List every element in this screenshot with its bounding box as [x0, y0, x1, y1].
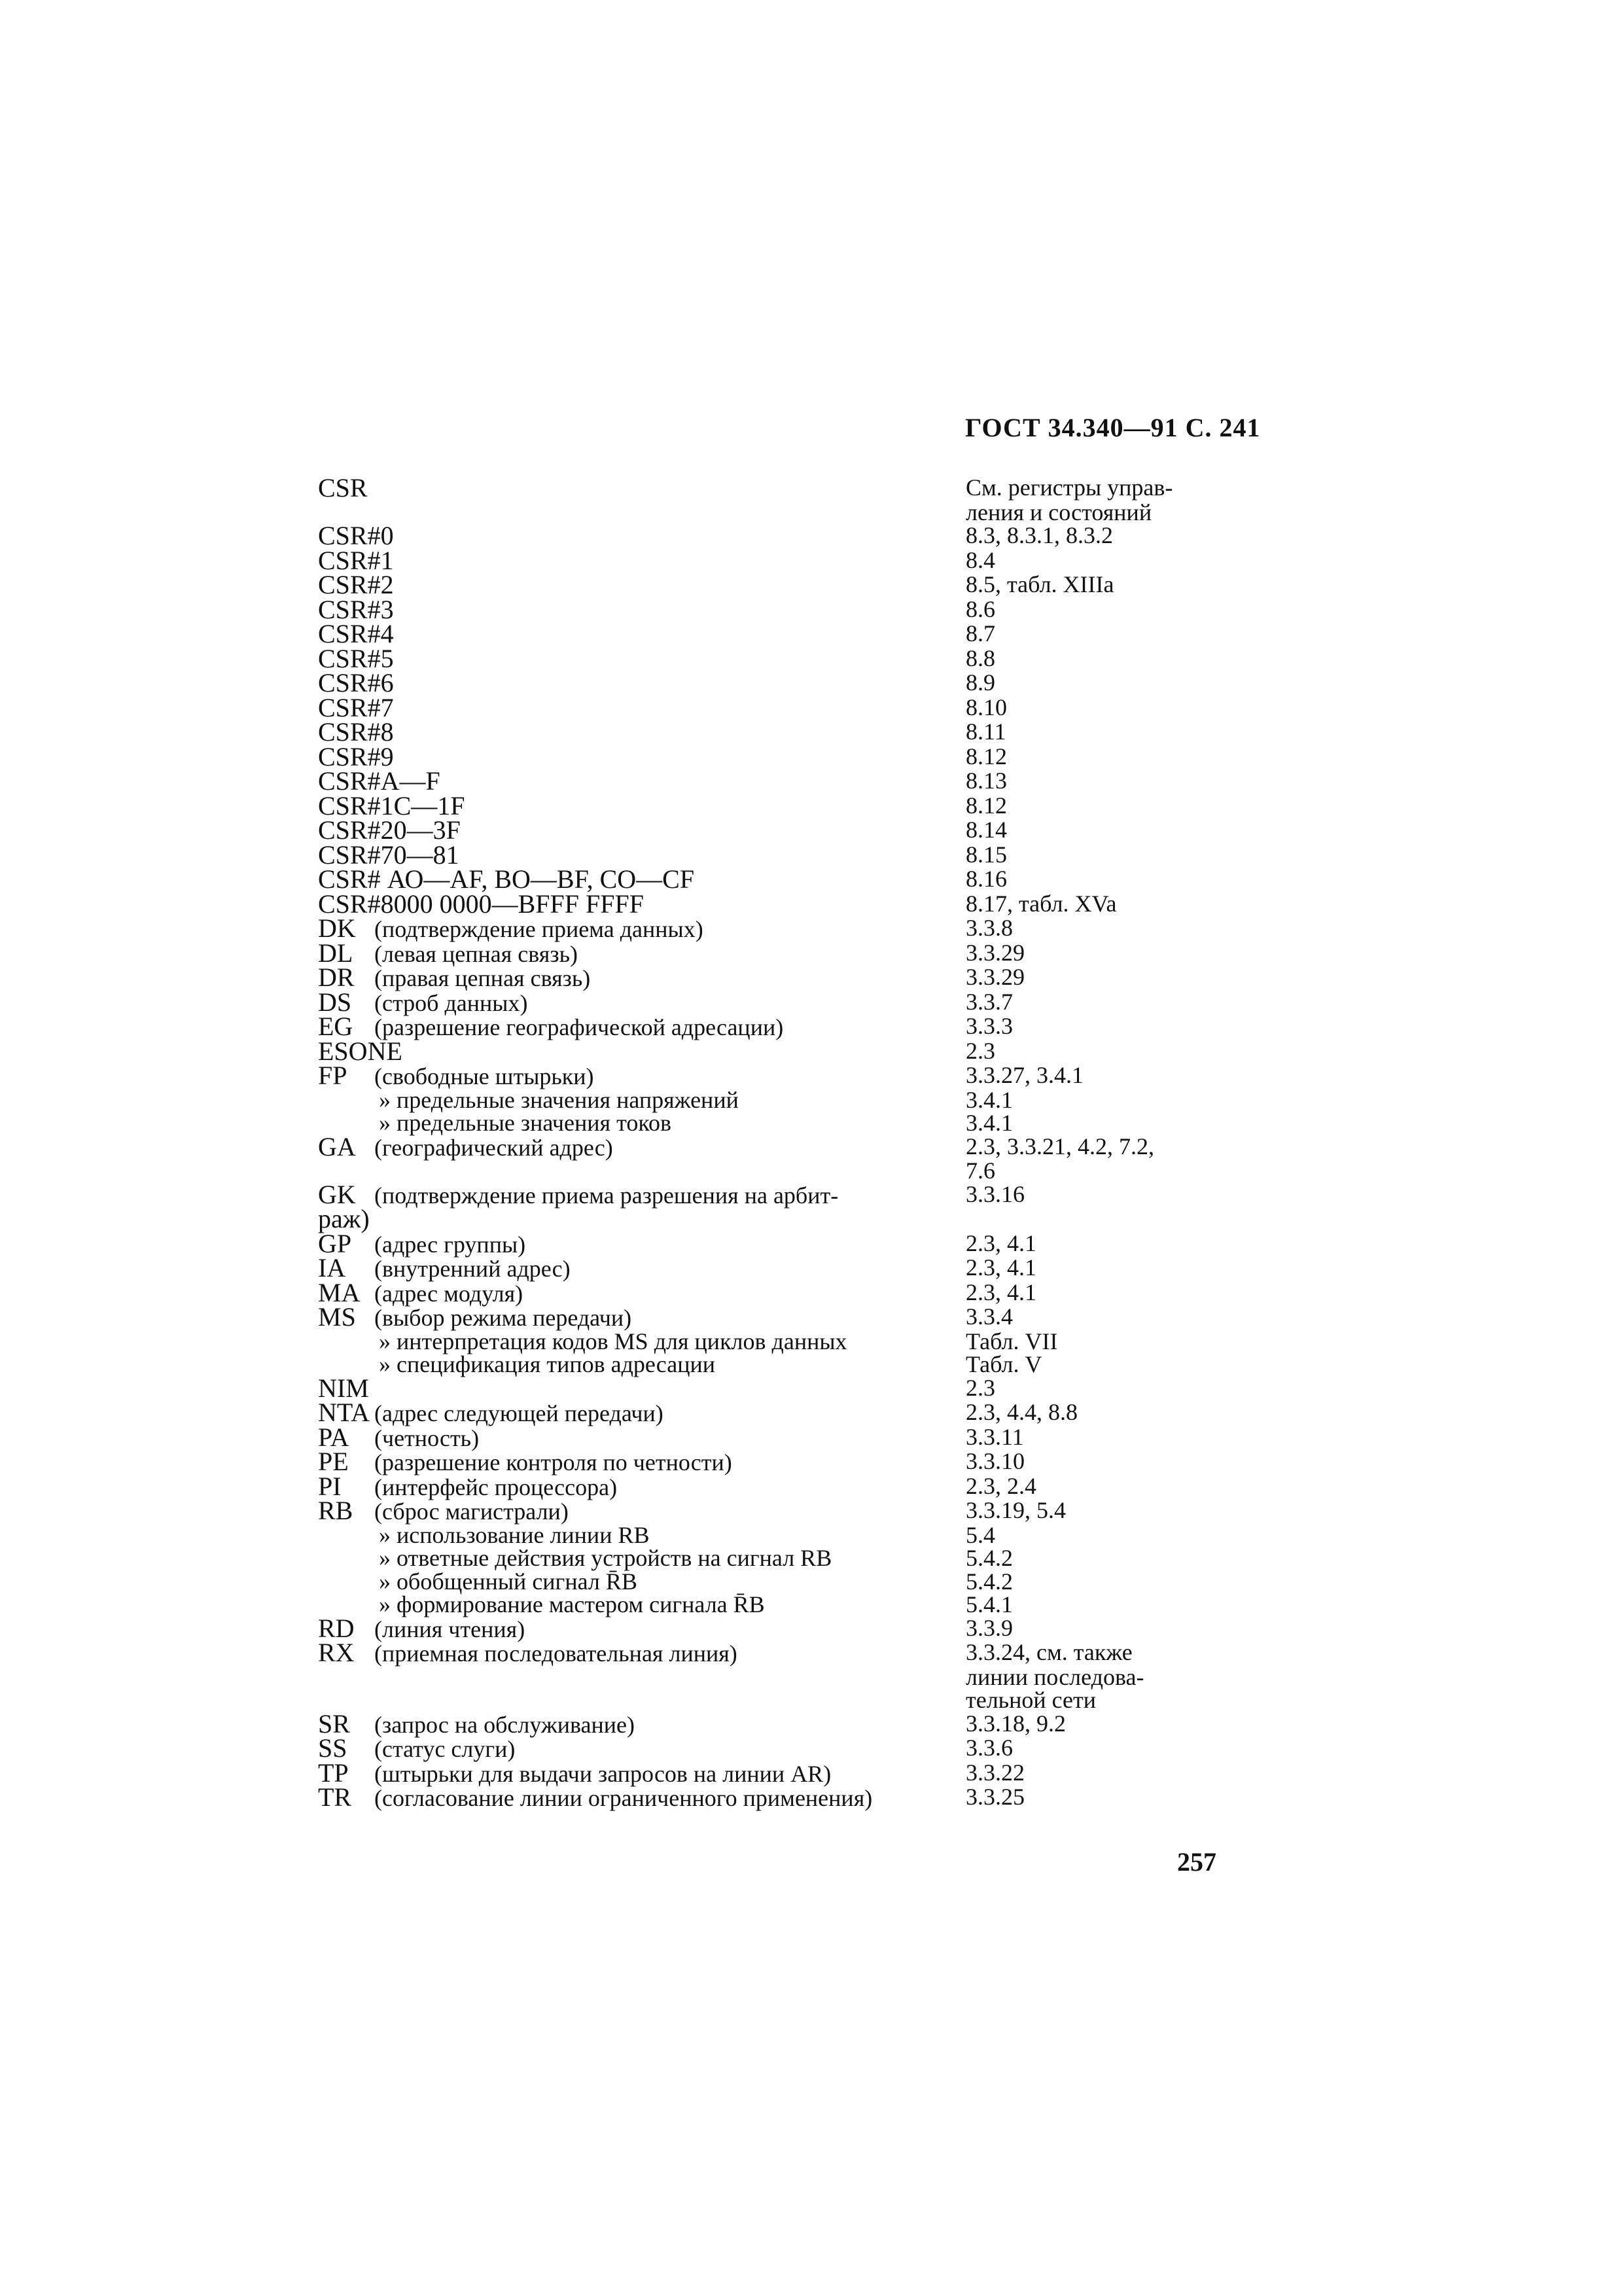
entry-term: NIM	[318, 1373, 369, 1403]
entry-text	[318, 1179, 966, 1209]
entry-reference: 2.3, 2.4	[966, 1472, 1036, 1499]
index-entry	[318, 815, 1247, 845]
entry-reference: 8.13	[966, 768, 1007, 794]
index-entry	[318, 1663, 1247, 1690]
index-entry	[318, 668, 1247, 698]
entry-description: (выбор режима передачи)	[374, 1305, 632, 1331]
entry-text	[318, 570, 966, 599]
entry-text	[318, 594, 966, 624]
index-entry	[318, 1521, 1247, 1548]
entry-term: CSR#0	[318, 521, 394, 550]
entry-text	[318, 1012, 966, 1041]
entry-text	[318, 1061, 966, 1090]
entry-text	[318, 1112, 966, 1135]
entry-text	[318, 1521, 966, 1548]
entry-reference: 8.9	[966, 669, 995, 696]
entry-text	[318, 1496, 966, 1525]
entry-reference: 8.15	[966, 841, 1007, 868]
entry-term: CSR#8	[318, 717, 394, 747]
entry-text	[318, 1159, 966, 1183]
entry-reference: 3.3.7	[966, 988, 1013, 1015]
entry-reference: 3.3.24, см. также	[966, 1639, 1133, 1665]
entry-reference: 8.7	[966, 620, 995, 646]
entry-description: » использование линии RB	[379, 1521, 650, 1548]
entry-term: CSR#5	[318, 643, 394, 673]
entry-text	[318, 1757, 966, 1788]
entry-text	[318, 619, 966, 648]
index-entry	[318, 1112, 1247, 1135]
entry-reference: 2.3, 4.1	[966, 1254, 1036, 1280]
entry-reference: 8.12	[966, 743, 1007, 769]
entry-reference: тельной сети	[966, 1687, 1097, 1713]
entry-description: (географический адрес)	[374, 1134, 613, 1161]
entry-term: CSR#7	[318, 692, 394, 722]
index-entry	[318, 1086, 1247, 1113]
entry-term: TR	[318, 1782, 352, 1812]
index-entry	[318, 545, 1247, 575]
entry-description: (сброс магистрали)	[374, 1498, 569, 1525]
entry-description: (подтверждение приема данных)	[374, 916, 703, 942]
entry-description: (четность)	[374, 1424, 480, 1451]
entry-term: CSR#1	[318, 545, 394, 575]
index-entry	[318, 1353, 1247, 1377]
entry-term: SS	[318, 1733, 347, 1763]
entry-text	[318, 1570, 966, 1594]
entry-text	[318, 1447, 966, 1476]
entry-term: CSR#3	[318, 594, 394, 624]
entry-term: MS	[318, 1302, 356, 1332]
page-header: ГОСТ 34.340—91 С. 241	[965, 413, 1261, 442]
index-entry	[318, 1302, 1247, 1332]
index-entry	[318, 1036, 1247, 1066]
entry-reference: 5.4.2	[966, 1545, 1013, 1571]
page-number: 257	[1177, 1847, 1216, 1877]
entry-text	[318, 1086, 966, 1113]
index-entry	[318, 1708, 1247, 1739]
entry-reference: 3.3.16	[966, 1180, 1025, 1207]
index-entry	[318, 1179, 1247, 1209]
index-entry	[318, 766, 1247, 796]
entry-reference: 8.16	[966, 866, 1007, 892]
entry-description: (приемная последовательная линия)	[374, 1640, 737, 1667]
entry-reference: 3.4.1	[966, 1110, 1013, 1136]
entry-term: CSR	[318, 473, 368, 503]
entry-reference: 8.17, табл. XVa	[966, 890, 1117, 917]
index-entry	[318, 1782, 1247, 1812]
entry-text	[318, 1471, 966, 1501]
index-entry	[318, 864, 1247, 894]
entry-description: (разрешение географической адресации)	[374, 1014, 784, 1040]
entry-term: CSR#2	[318, 570, 394, 599]
entry-reference: ления и состояний	[966, 499, 1152, 525]
index-entry	[318, 1373, 1247, 1403]
entry-term: GP	[318, 1228, 352, 1258]
entry-text	[318, 1593, 966, 1617]
entry-description: » формирование мастером сигнала R̄B	[379, 1591, 765, 1617]
entry-text	[318, 1373, 966, 1403]
entry-text	[318, 717, 966, 747]
index-entry	[318, 594, 1247, 624]
entry-description: » интерпретация кодов MS для циклов данных	[379, 1328, 847, 1354]
entry-term: CSR# АО—AF, ВО—BF, СО—CF	[318, 864, 695, 894]
entry-text	[318, 521, 966, 550]
entry-text	[318, 766, 966, 796]
index-entry	[318, 1570, 1247, 1594]
entry-reference: 3.4.1	[966, 1086, 1013, 1113]
entry-text	[318, 1547, 966, 1570]
entry-reference: 3.3.11	[966, 1423, 1024, 1450]
index-entry	[318, 1422, 1247, 1452]
entry-description: (статус слуги)	[374, 1736, 516, 1762]
entry-text	[318, 938, 966, 968]
entry-reference: 5.4	[966, 1521, 995, 1548]
entry-text	[318, 913, 966, 943]
entry-term: CSR#6	[318, 668, 394, 698]
entry-reference: 2.3, 4.4, 8.8	[966, 1399, 1078, 1425]
index-entry	[318, 1253, 1247, 1282]
entry-text	[318, 1613, 966, 1643]
entry-reference: 2.3, 3.3.21, 4.2, 7.2,	[966, 1133, 1154, 1159]
entry-description: » предельные значения напряжений	[379, 1086, 739, 1113]
entry-description: (запрос на обслуживание)	[374, 1711, 635, 1738]
entry-reference: 2.3	[966, 1374, 995, 1401]
index-entry	[318, 1330, 1247, 1354]
entry-term: SR	[318, 1708, 350, 1739]
entry-term: CSR#70—81	[318, 839, 459, 870]
entry-text	[318, 501, 966, 525]
index-entry	[318, 1204, 1247, 1233]
entry-reference: 3.3.6	[966, 1735, 1013, 1761]
index-entry	[318, 1593, 1247, 1617]
entry-text	[318, 987, 966, 1017]
index-entry	[318, 1447, 1247, 1476]
index-entry	[318, 1757, 1247, 1788]
entry-term: PA	[318, 1422, 349, 1452]
entry-reference: 2.3	[966, 1037, 995, 1064]
entry-term: GA	[318, 1131, 356, 1161]
index-entry	[318, 741, 1247, 771]
index-entry	[318, 570, 1247, 599]
entry-text	[318, 545, 966, 575]
entry-reference: 3.3.9	[966, 1614, 1013, 1641]
entry-reference: 8.10	[966, 694, 1007, 720]
entry-term: RD	[318, 1613, 355, 1643]
entry-reference: 3.3.10	[966, 1448, 1025, 1474]
entry-term: IA	[318, 1253, 346, 1282]
entry-term: CSR#1C—1F	[318, 790, 465, 821]
entry-reference: 3.3.18, 9.2	[966, 1710, 1066, 1737]
entry-term: EG	[318, 1012, 353, 1041]
entry-reference: Табл. V	[966, 1351, 1042, 1377]
index-entry	[318, 1471, 1247, 1501]
abbreviation-index	[318, 473, 1247, 1812]
entry-text	[318, 889, 966, 919]
entry-term: DS	[318, 987, 352, 1017]
entry-reference: 3.3.22	[966, 1759, 1025, 1786]
entry-reference: 7.6	[966, 1157, 995, 1184]
entry-description: » ответные действия устройств на сигнал RB	[379, 1545, 832, 1571]
entry-text	[318, 1036, 966, 1066]
entry-reference	[966, 1207, 1234, 1232]
entry-reference: 3.3.4	[966, 1303, 1013, 1330]
entry-reference: 2.3, 4.1	[966, 1229, 1036, 1256]
index-entry	[318, 1733, 1247, 1763]
entry-text	[318, 1277, 966, 1307]
index-entry	[318, 938, 1247, 968]
entry-reference: 3.3.29	[966, 939, 1025, 966]
entry-term: DL	[318, 938, 353, 968]
entry-description: (адрес следующей передачи)	[374, 1400, 663, 1426]
entry-term: CSR#8000 0000—BFFF FFFF	[318, 889, 644, 919]
entry-text	[318, 1689, 966, 1712]
entry-reference: линии последова-	[966, 1663, 1144, 1690]
entry-term: ESONE	[318, 1036, 402, 1066]
entry-term: CSR#9	[318, 741, 394, 771]
index-entry	[318, 619, 1247, 648]
index-entry	[318, 501, 1247, 525]
index-entry	[318, 1228, 1247, 1258]
index-entry	[318, 987, 1247, 1017]
entry-text	[318, 1398, 966, 1427]
entry-term: FP	[318, 1061, 347, 1090]
entry-term: RX	[318, 1638, 355, 1667]
entry-reference: 3.3.3	[966, 1013, 1013, 1039]
entry-text	[318, 668, 966, 698]
entry-description: (штырьки для выдачи запросов на линии AR)	[374, 1760, 832, 1787]
index-entry	[318, 643, 1247, 673]
entry-term: DR	[318, 963, 355, 992]
entry-text	[318, 1422, 966, 1452]
entry-reference: 8.4	[966, 546, 995, 573]
entry-description: (строб данных)	[374, 989, 528, 1016]
entry-term: PE	[318, 1447, 349, 1476]
entry-term: GK	[318, 1179, 356, 1209]
entry-description: » обобщенный сигнал R̄B	[379, 1568, 637, 1595]
entry-reference: 8.5, табл. XIIIа	[966, 571, 1114, 597]
entry-reference: 8.8	[966, 645, 995, 671]
entry-term: NTA	[318, 1398, 370, 1427]
entry-description: (адрес группы)	[374, 1231, 526, 1258]
index-entry	[318, 1496, 1247, 1525]
entry-description: (правая цепная связь)	[374, 965, 591, 991]
entry-term: CSR#4	[318, 619, 394, 648]
entry-description: (левая цепная связь)	[374, 940, 578, 967]
entry-term: RB	[318, 1496, 353, 1525]
entry-reference: Табл. VII	[966, 1328, 1058, 1354]
index-entry	[318, 692, 1247, 722]
entry-text	[318, 1302, 966, 1332]
entry-text	[318, 1228, 966, 1258]
index-entry	[318, 1689, 1247, 1712]
index-entry	[318, 1061, 1247, 1090]
index-entry	[318, 1012, 1247, 1041]
index-entry	[318, 1277, 1247, 1307]
entry-term: PI	[318, 1471, 342, 1501]
entry-text	[318, 1131, 966, 1161]
entry-text	[318, 864, 966, 894]
entry-description: (подтверждение приема разрешения на арбит-	[374, 1182, 839, 1209]
entry-term: TP	[318, 1757, 349, 1788]
entry-text	[318, 1782, 966, 1812]
entry-text	[318, 1733, 966, 1763]
entry-description: (разрешение контроля по четности)	[374, 1449, 732, 1475]
entry-text	[318, 1353, 966, 1377]
index-entry	[318, 521, 1247, 550]
entry-description: (свободные штырьки)	[374, 1063, 594, 1089]
entry-reference: 5.4.2	[966, 1568, 1013, 1595]
entry-reference: 8.11	[966, 718, 1006, 745]
entry-text	[318, 1666, 966, 1689]
entry-description: » спецификация типов адресации	[379, 1351, 715, 1377]
entry-reference: 3.3.29	[966, 964, 1025, 990]
entry-text	[318, 643, 966, 673]
entry-reference: 3.3.19, 5.4	[966, 1497, 1066, 1523]
entry-term: MA	[318, 1277, 361, 1307]
index-entry	[318, 473, 1247, 503]
entry-reference: 5.4.1	[966, 1591, 1013, 1617]
index-entry	[318, 963, 1247, 992]
entry-text	[318, 692, 966, 722]
entry-term: CSR#20—3F	[318, 815, 461, 845]
entry-text	[318, 1638, 966, 1667]
index-entry	[318, 1398, 1247, 1427]
index-entry	[318, 889, 1247, 919]
entry-reference: 3.3.25	[966, 1784, 1025, 1810]
entry-text	[318, 473, 966, 503]
entry-description: (адрес модуля)	[374, 1280, 523, 1307]
entry-reference: 8.3, 8.3.1, 8.3.2	[966, 522, 1113, 548]
entry-description: (интерфейс процессора)	[374, 1474, 618, 1500]
entry-description: » предельные значения токов	[379, 1110, 671, 1136]
entry-description: (внутренний адрес)	[374, 1256, 571, 1282]
entry-reference: 3.3.8	[966, 915, 1013, 941]
entry-term: DK	[318, 913, 356, 943]
entry-reference: 8.12	[966, 792, 1007, 819]
index-entry	[318, 1547, 1247, 1570]
entry-term: CSR#A—F	[318, 766, 440, 796]
index-entry	[318, 1638, 1247, 1667]
entry-text	[318, 963, 966, 992]
entry-reference: См. регистры управ-	[966, 474, 1173, 501]
entry-description: (линия чтения)	[374, 1616, 525, 1642]
entry-reference: 8.14	[966, 817, 1007, 843]
entry-text	[318, 815, 966, 845]
index-entry	[318, 1613, 1247, 1643]
index-entry	[318, 1131, 1247, 1161]
entry-term: раж)	[318, 1204, 370, 1233]
entry-text	[318, 1253, 966, 1282]
entry-text	[318, 1330, 966, 1354]
index-entry	[318, 913, 1247, 943]
entry-reference: 8.6	[966, 595, 995, 622]
index-entry	[318, 1159, 1247, 1183]
entry-description: (согласование линии ограниченного применения)	[374, 1785, 873, 1811]
entry-reference: 2.3, 4.1	[966, 1279, 1036, 1305]
entry-text	[318, 1204, 966, 1233]
entry-reference: 3.3.27, 3.4.1	[966, 1062, 1084, 1088]
entry-text	[318, 1708, 966, 1739]
index-entry	[318, 717, 1247, 747]
